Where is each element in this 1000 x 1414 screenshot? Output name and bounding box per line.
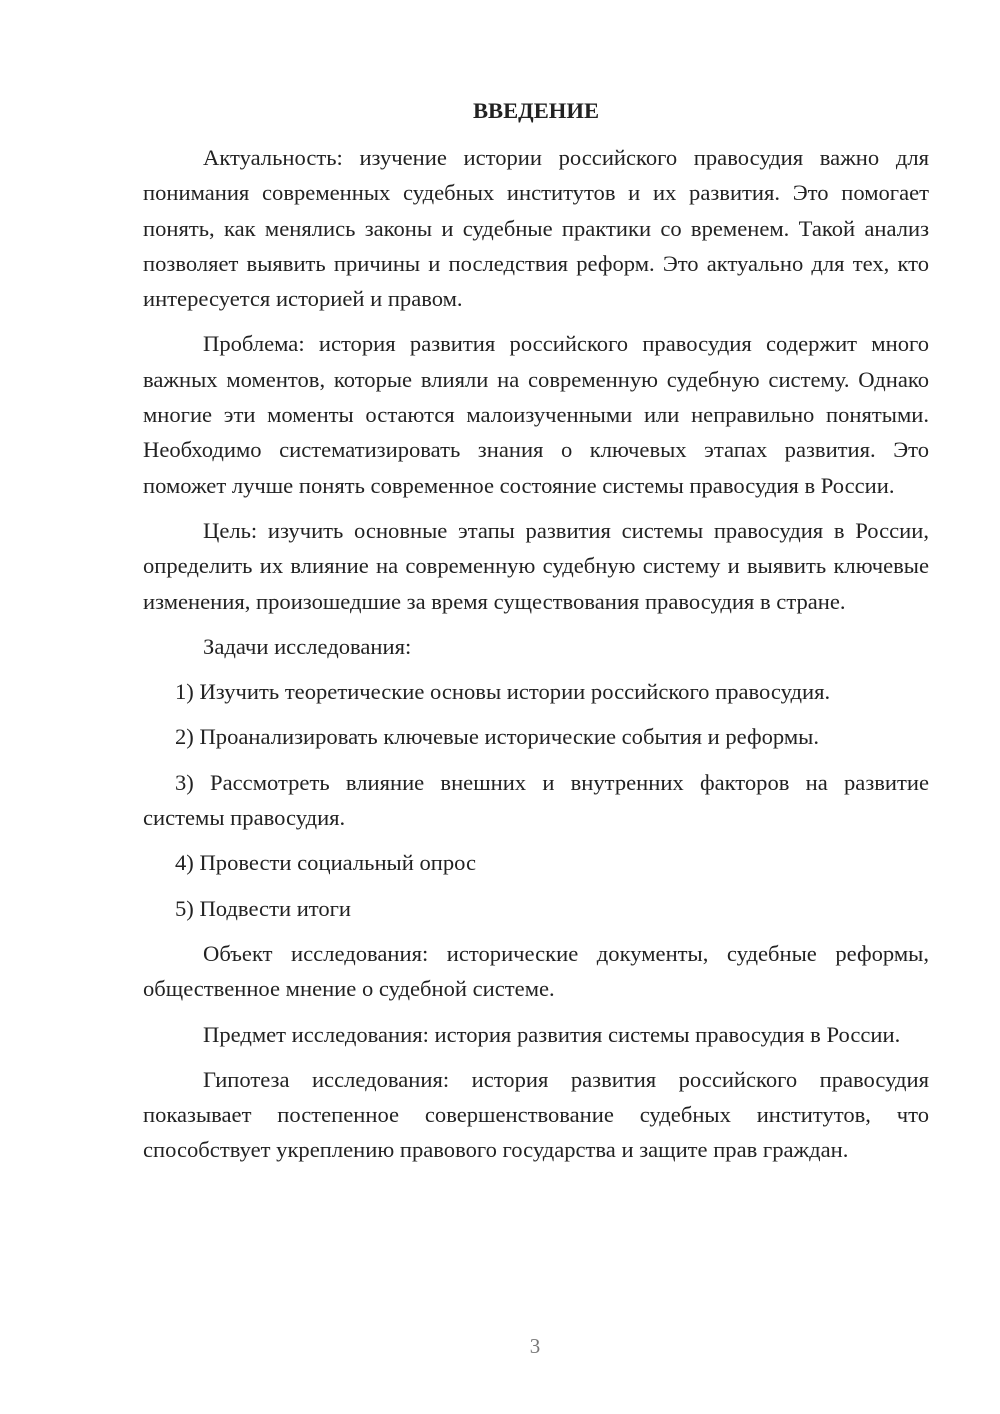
paragraph-goal: Цель: изучить основные этапы развития системы правосудия в России, определить их влияние на современную судебную систему и выявить ключевые изменения, произошедшие за время существования правосудия в стране. [143, 517, 929, 614]
task-item-1: 1) Изучить теоретические основы истории российского правосудия. [175, 679, 831, 705]
paragraph-problem: Проблема: история развития российского правосудия содержит много важных моментов, которые влияли на современную судебную систему. Однако многие эти моменты остаются малоизученными или неправильно понятыми. Необходимо систематизировать знания о ключевых этапах развития. Это поможет лучше понять современное состояние системы правосудия в России. [143, 331, 929, 498]
task-item-3: 3) Рассмотреть влияние внешних и внутренних факторов на развитие системы правосудия. [143, 769, 929, 831]
task-item-4: 4) Провести социальный опрос [175, 850, 477, 876]
paragraph-subject: Предмет исследования: история развития системы правосудия в России. [203, 1021, 901, 1047]
section-title: ВВЕДЕНИЕ [472, 98, 600, 123]
task-item-2: 2) Проанализировать ключевые исторические события и реформы. [175, 724, 819, 750]
paragraph-object: Объект исследования: исторические документы, судебные реформы, общественное мнение о судебной системе. [143, 940, 929, 1002]
paragraph-relevance: Актуальность: изучение истории российского правосудия важно для понимания современных судебных институтов и их развития. Это помогает понять, как менялись законы и судебные практики со временем. Такой анализ позволяет выявить причины и последствия реформ. Это актуально для тех, кто интересуется историей и правом. [143, 145, 929, 312]
task-item-5: 5) Подвести итоги [175, 895, 352, 921]
document-body [143, 96, 929, 1168]
paragraph-tasks-heading: Задачи исследования: [203, 633, 412, 659]
page-number: 3 [529, 1334, 541, 1358]
paragraph-hypothesis: Гипотеза исследования: история развития российского правосудия показывает постепенное совершенствование судебных институтов, что способствует укреплению правового государства и защите прав граждан. [143, 1066, 929, 1163]
